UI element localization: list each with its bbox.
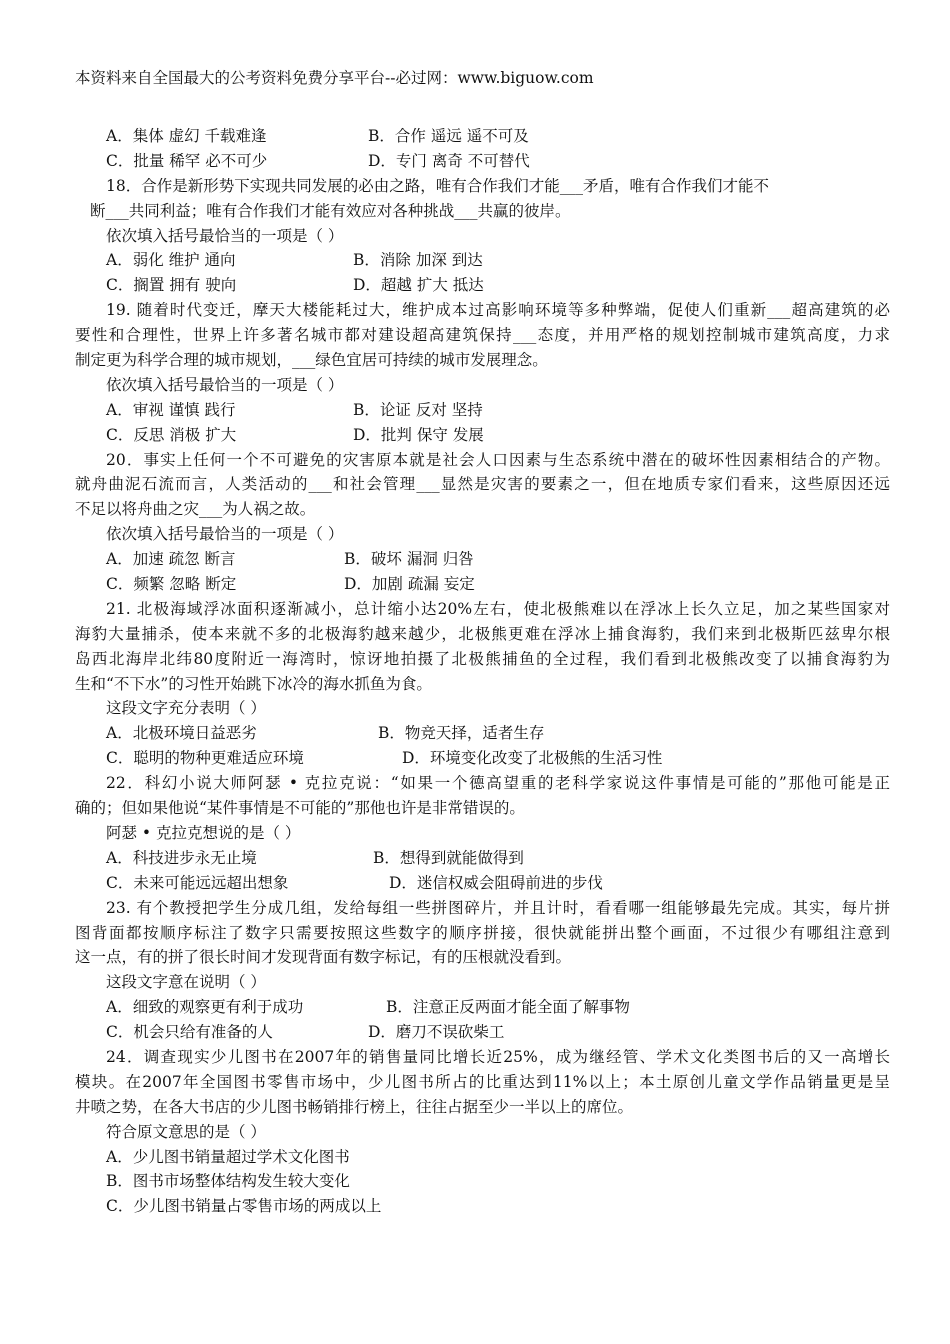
answer-option: D．专门 离奇 不可替代	[368, 151, 530, 170]
option-row	[75, 995, 890, 1020]
answer-option: A．科技进步永无止境	[106, 848, 257, 867]
answer-option: C．频繁 忽略 断定	[106, 575, 237, 594]
text-line: 要性和合理性，世界上许多著名城市都对建设超高建筑保持___态度，并用严格的规划控制城市建筑高度，力求	[75, 326, 890, 345]
text-line: 21. 北极海域浮冰面积逐渐减小，总计缩小达20%左右，使北极熊难以在浮冰上长久立足，加之某些国家对	[106, 599, 890, 618]
text-line: 依次填入括号最恰当的一项是（ ）	[106, 226, 344, 245]
text-line: 24．调查现实少儿图书在2007年的销售量同比增长近25%，成为继经管、学术文化类图书后的又一高增长	[106, 1047, 890, 1066]
text-line: 海豹大量捕杀，使本来就不多的北极海豹越来越少，北极熊更难在浮冰上捕食海豹，我们来到北极斯匹兹卑尔根	[75, 624, 890, 643]
text-line: 生和“不下水”的习性开始跳下冰冷的海水抓鱼为食。	[75, 674, 432, 693]
text-line: 这一点，有的拼了很长时间才发现背面有数字标记，有的压根就没看到。	[75, 948, 572, 967]
text-line: 模块。在2007年全国图书零售市场中，少儿图书所占的比重达到11%以上；本土原创儿童文学作品销量更是呈	[75, 1072, 890, 1091]
option-row	[75, 572, 890, 597]
text-line: 图背面都按顺序标注了数字只需要按照这些数字的顺序拼接，很快就能拼出整个画面，不过很少有哪组注意到	[75, 923, 890, 942]
answer-option: D．环境变化改变了北极熊的生活习性	[402, 749, 663, 768]
answer-option: C．未来可能远远超出想象	[106, 873, 289, 892]
answer-option: B．破坏 漏洞 归咎	[344, 550, 474, 569]
text-line: 这段文字充分表明（ ）	[106, 699, 266, 718]
answer-option: D．迷信权威会阻碍前进的步伐	[389, 873, 603, 892]
answer-option: C．搁置 拥有 驶向	[106, 276, 237, 295]
answer-option: B．想得到就能做得到	[373, 848, 524, 867]
answer-option: B．论证 反对 坚持	[353, 400, 483, 419]
answer-option: B．消除 加深 到达	[353, 251, 483, 270]
option-row	[75, 149, 890, 174]
option-row	[75, 124, 890, 149]
option-row	[75, 746, 890, 771]
answer-option: D．批判 保守 发展	[353, 425, 484, 444]
text-line: 确的；但如果他说“某件事情是不可能的”那他也许是非常错误的。	[75, 799, 525, 818]
option-row	[75, 248, 890, 273]
answer-option: C．批量 稀罕 必不可少	[106, 151, 268, 170]
text-line: 符合原文意思的是（ ）	[106, 1122, 266, 1141]
text-line: 井喷之势，在各大书店的少儿图书畅销排行榜上，往往占据至少一半以上的席位。	[75, 1097, 634, 1116]
text-line: 20．事实上任何一个不可避免的灾害原本就是社会人口因素与生态系统中潜在的破坏性因素相结合的产物。	[106, 450, 890, 469]
text-line: 19. 随着时代变迁，摩天大楼能耗过大，维护成本过高影响环境等多种弊端，促使人们重新___超高建筑的必	[106, 301, 890, 320]
text-line: A．少儿图书销量超过学术文化图书	[106, 1147, 350, 1166]
option-row	[75, 547, 890, 572]
answer-option: A．集体 虚幻 千载难逢	[106, 127, 267, 145]
text-line: 阿瑟 • 克拉克想说的是（ ）	[106, 823, 301, 842]
answer-option: A．北极环境日益恶劣	[106, 724, 257, 743]
option-row	[75, 423, 890, 448]
page-header: 本资料来自全国最大的公考资料免费分享平台--必过网：www.biguow.com	[75, 69, 594, 87]
document-body	[75, 124, 890, 1219]
text-line: B．图书市场整体结构发生较大变化	[106, 1172, 350, 1191]
answer-option: B．合作 遥远 遥不可及	[368, 127, 529, 145]
answer-option: B．物竞天择，适者生存	[378, 724, 545, 743]
text-line: 22．科幻小说大师阿瑟 • 克拉克说：“如果一个德高望重的老科学家说这件事情是可能的”那他可能是正	[106, 774, 890, 793]
text-line: 23. 有个教授把学生分成几组，发给每组一些拼图碎片，并且计时，看看哪一组能够最先完成。其实，每片拼	[106, 898, 890, 917]
answer-option: A．审视 谨慎 践行	[106, 400, 236, 419]
text-line: 断___共同利益；唯有合作我们才能有效应对各种挑战___共赢的彼岸。	[90, 201, 571, 220]
text-line: 依次填入括号最恰当的一项是（ ）	[106, 525, 344, 544]
answer-option: C．机会只给有准备的人	[106, 1023, 273, 1042]
answer-option: A．弱化 维护 通向	[106, 251, 236, 270]
text-line: 不足以将舟曲之灾___为人祸之故。	[75, 500, 316, 519]
answer-option: C．反思 消极 扩大	[106, 425, 237, 444]
answer-option: D．超越 扩大 抵达	[353, 276, 484, 295]
answer-option: A．加速 疏忽 断言	[106, 550, 236, 569]
text-line: 岛西北海岸北纬80度附近一海湾时，惊讶地拍摄了北极熊捕鱼的全过程，我们看到北极熊改变了以捕食海豹为	[75, 649, 890, 668]
option-row	[75, 721, 890, 746]
option-row	[75, 1020, 890, 1045]
option-row	[75, 871, 890, 896]
answer-option: C．聪明的物种更难适应环境	[106, 749, 304, 768]
text-line: 这段文字意在说明（ ）	[106, 973, 266, 992]
text-line: C．少儿图书销量占零售市场的两成以上	[106, 1197, 382, 1216]
answer-option: D．加剧 疏漏 妄定	[344, 575, 475, 594]
option-row	[75, 398, 890, 423]
text-line: 依次填入括号最恰当的一项是（ ）	[106, 375, 344, 394]
answer-option: B．注意正反两面才能全面了解事物	[386, 998, 630, 1017]
text-line: 就舟曲泥石流而言，人类活动的___和社会管理___显然是灾害的要素之一，但在地质专家们看来，这些原因还远	[75, 475, 890, 494]
text-line: 制定更为科学合理的城市规划，___绿色宜居可持续的城市发展理念。	[75, 351, 548, 370]
answer-option: A．细致的观察更有利于成功	[106, 998, 304, 1017]
text-line: 18．合作是新形势下实现共同发展的必由之路，唯有合作我们才能___矛盾，唯有合作我们才能不	[106, 176, 769, 195]
option-row	[75, 846, 890, 871]
option-row	[75, 273, 890, 298]
answer-option: D．磨刀不误砍柴工	[368, 1023, 505, 1042]
